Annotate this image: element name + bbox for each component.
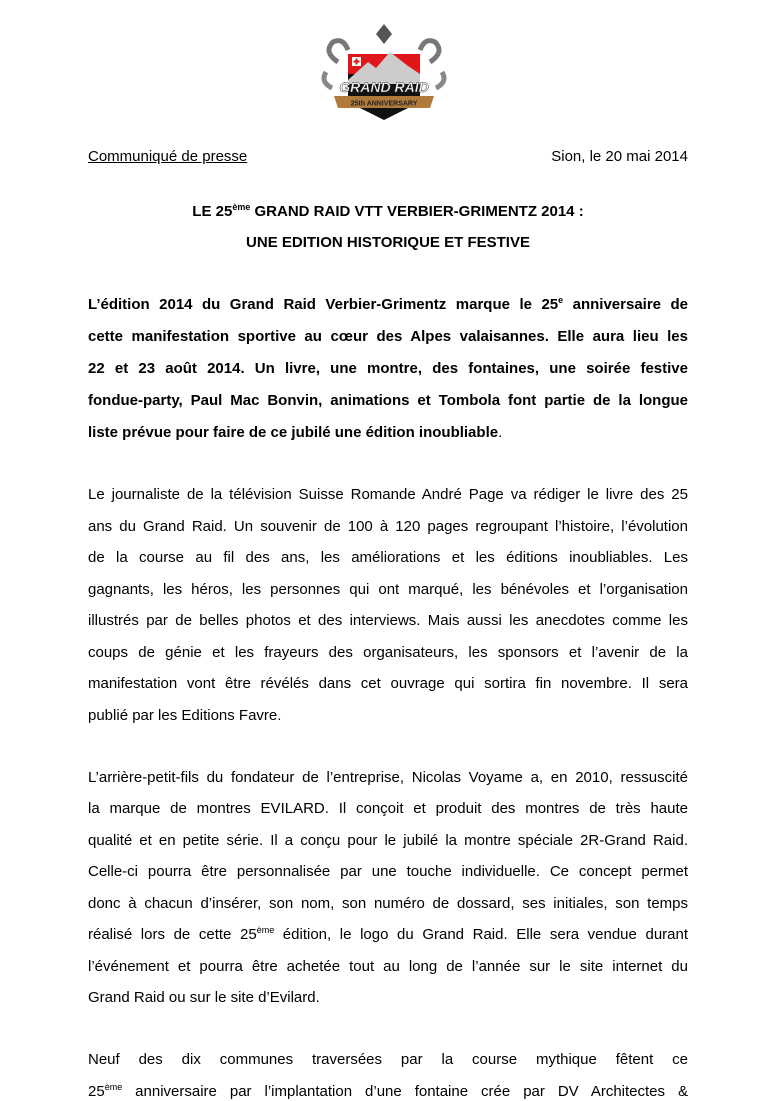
para1-line: ans du Grand Raid. Un souvenir de 100 à 120 pages regroupant l’histoire, l’évolution	[88, 518, 688, 535]
para1-line: publié par les Editions Favre.	[88, 707, 282, 724]
grand-raid-logo	[318, 22, 450, 122]
para3-line: 25ème anniversaire par l’implantation d’une fontaine crée par DV Architectes &	[88, 1082, 688, 1100]
para2-line: qualité et en petite série. Il a conçu pour le jubilé la montre spéciale 2R-Grand Raid.	[88, 832, 688, 849]
para1-line: manifestation vont être révélés dans cet ouvrage qui sortira fin novembre. Il sera	[88, 675, 688, 692]
intro-line: liste prévue pour faire de ce jubilé une édition inoubliable.	[88, 424, 503, 441]
para1-line: coups de génie et les frayeurs des organisateurs, les sponsors et l’avenir de la	[88, 644, 688, 661]
para1-line: Le journaliste de la télévision Suisse Romande André Page va rédiger le livre des 25	[88, 486, 688, 503]
svg-text:GRAND RAID: GRAND RAID	[339, 79, 429, 95]
intro-line: 22 et 23 août 2014. Un livre, une montre, des fontaines, une soirée festive	[88, 360, 688, 377]
title-line-2: UNE EDITION HISTORIQUE ET FESTIVE	[246, 234, 530, 251]
para2-line: Grand Raid ou sur le site d’Evilard.	[88, 989, 320, 1006]
para2-line: L’arrière-petit-fils du fondateur de l’entreprise, Nicolas Voyame a, en 2010, ressuscité	[88, 769, 688, 786]
svg-text:25th ANNIVERSARY: 25th ANNIVERSARY	[350, 100, 418, 108]
para1-line: gagnants, les héros, les personnes qui ont marqué, les bénévoles et l’organisation	[88, 581, 688, 598]
para2-line: réalisé lors de cette 25ème édition, le logo du Grand Raid. Elle sera vendue durant	[88, 925, 689, 943]
para2-line: Celle-ci pourra être personnalisée par une touche individuelle. Ce concept permet	[88, 863, 688, 880]
document-type: Communiqué de presse	[88, 148, 248, 165]
para2-line: la marque de montres EVILARD. Il conçoit et produit des montres de très haute	[88, 800, 688, 817]
para1-line: de la course au fil des ans, les améliorations et les éditions inoubliables. Les	[88, 549, 688, 566]
place-date: Sion, le 20 mai 2014	[551, 148, 688, 165]
title-line-1: LE 25ème GRAND RAID VTT VERBIER-GRIMENTZ 2014 :	[192, 202, 584, 220]
intro-line: L’édition 2014 du Grand Raid Verbier-Grimentz marque le 25e anniversaire de	[88, 295, 688, 313]
para2-line: donc à chacun d’insérer, son nom, son numéro de dossard, ses initiales, son temps	[88, 895, 688, 912]
intro-line: fondue-party, Paul Mac Bonvin, animations et Tombola font partie de la longue	[88, 392, 688, 409]
intro-line: cette manifestation sportive au cœur des Alpes valaisannes. Elle aura lieu les	[88, 328, 688, 345]
para3-line: Neuf des dix communes traversées par la course mythique fêtent ce	[88, 1051, 688, 1068]
para2-line: l’événement et pourra être achetée tout au long de l’année sur le site internet du	[88, 958, 688, 975]
para1-line: illustrés par de belles photos et des interviews. Mais aussi les anecdotes comme les	[88, 612, 688, 629]
